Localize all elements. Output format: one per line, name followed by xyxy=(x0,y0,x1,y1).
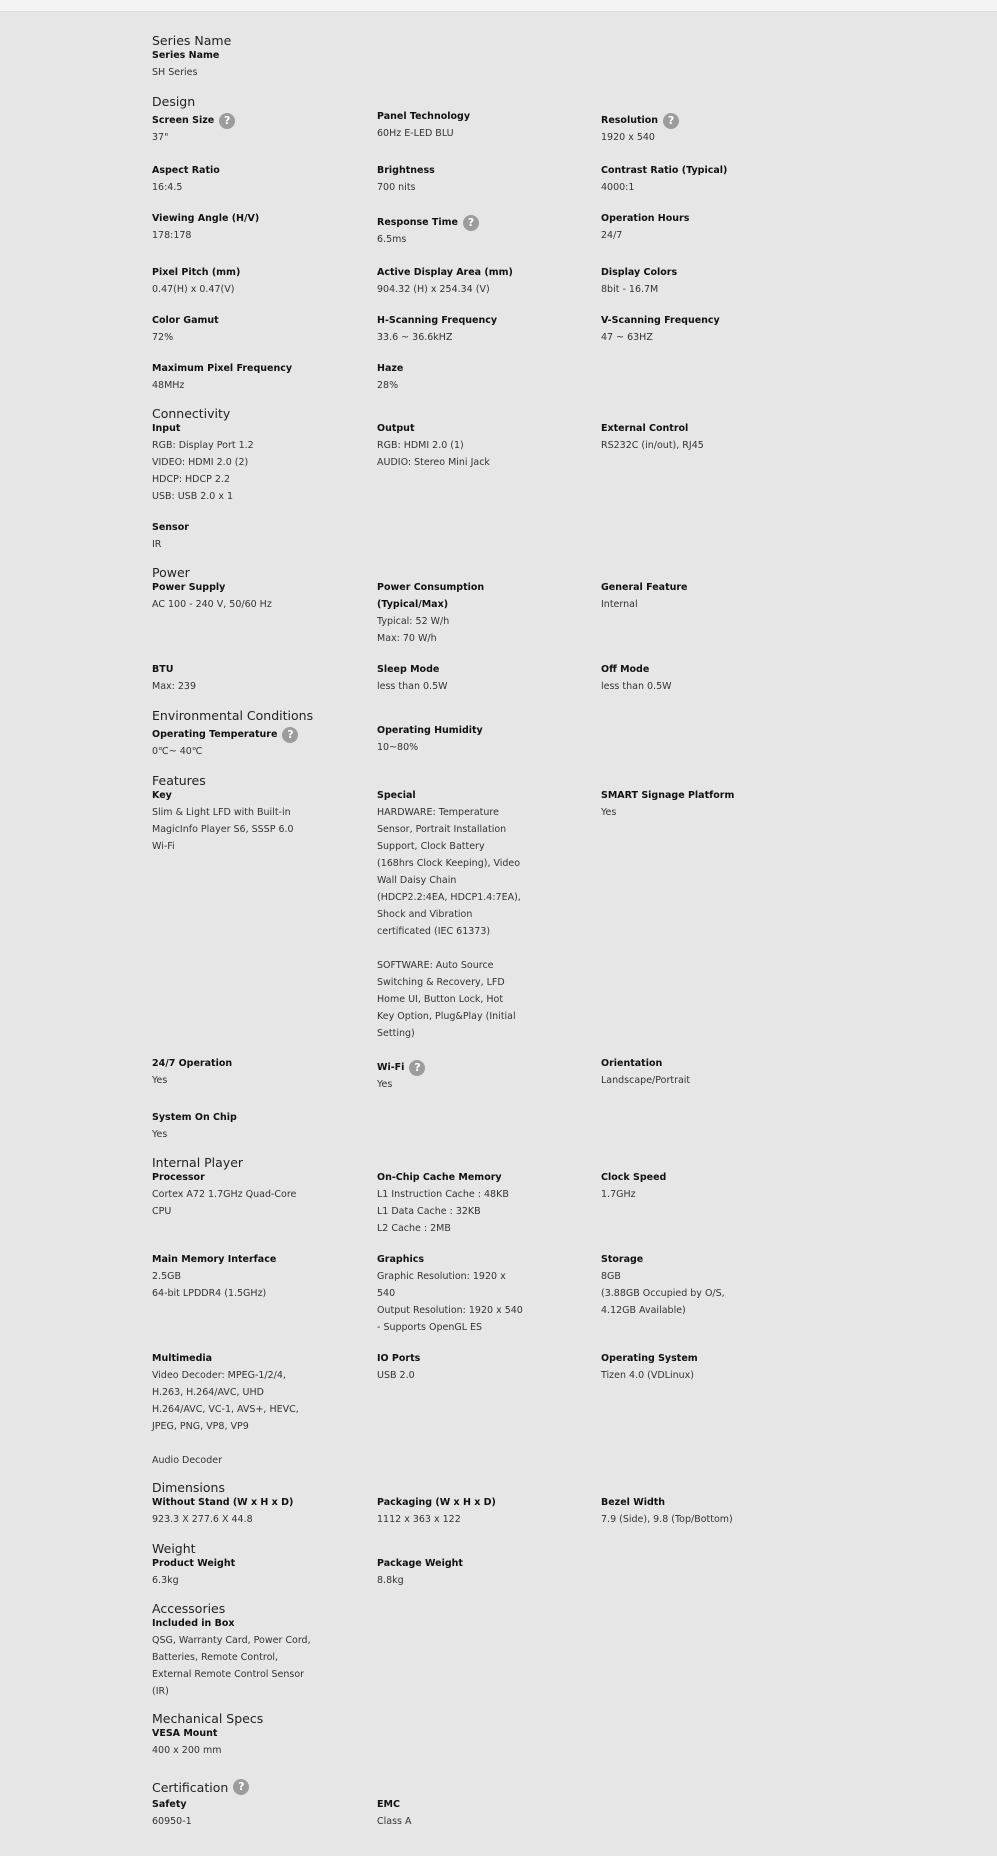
spec-main-memory xyxy=(152,1251,322,1302)
spec-label: EMC xyxy=(377,1799,400,1810)
spec-external-control xyxy=(601,420,771,454)
section-title-internal-player: Internal Player xyxy=(152,1155,244,1170)
spec-label: Contrast Ratio (Typical) xyxy=(601,165,728,176)
spec-label: Key xyxy=(152,790,172,801)
spec-value: 1.7GHz xyxy=(601,1189,636,1200)
spec-operating-temperature xyxy=(152,726,322,760)
spec-io-ports xyxy=(377,1350,547,1384)
spec-sensor xyxy=(152,519,322,553)
section-title-design: Design xyxy=(152,94,196,109)
spec-value: 6.3kg xyxy=(152,1575,179,1586)
spec-included-in-box xyxy=(152,1615,342,1700)
spec-value: 700 nits xyxy=(377,182,416,193)
spec-label: Graphics xyxy=(377,1254,424,1265)
spec-label xyxy=(601,112,771,129)
spec-h-scanning xyxy=(377,312,547,346)
spec-output xyxy=(377,420,547,471)
spec-value: 8.8kg xyxy=(377,1575,404,1586)
spec-resolution xyxy=(601,112,771,146)
spec-label: Multimedia xyxy=(152,1353,213,1364)
spec-value: Max: 239 xyxy=(152,681,196,692)
spec-label: Aspect Ratio xyxy=(152,165,220,176)
spec-v-scanning xyxy=(601,312,771,346)
spec-cache xyxy=(377,1169,547,1237)
spec-value: 923.3 X 277.6 X 44.8 xyxy=(152,1514,253,1525)
spec-label-text: Screen Size xyxy=(152,115,215,126)
spec-value: 24/7 xyxy=(601,230,623,241)
spec-value: less than 0.5W xyxy=(601,681,672,692)
spec-label: Power Supply xyxy=(152,582,226,593)
spec-label xyxy=(377,214,547,231)
spec-value: USB 2.0 xyxy=(377,1370,415,1381)
spec-value: Typical: 52 W/h Max: 70 W/h xyxy=(377,616,450,644)
spec-value: 60950-1 xyxy=(152,1816,192,1827)
top-bar xyxy=(0,0,997,12)
help-icon[interactable]: ? xyxy=(409,1060,425,1076)
spec-value: 47 ~ 63HZ xyxy=(601,332,653,343)
spec-haze xyxy=(377,360,547,394)
spec-label: On-Chip Cache Memory xyxy=(377,1172,502,1183)
spec-value: Tizen 4.0 (VDLinux) xyxy=(601,1370,694,1381)
spec-general-feature xyxy=(601,579,771,613)
spec-bezel-width xyxy=(601,1494,771,1528)
section-title-dimensions: Dimensions xyxy=(152,1480,225,1495)
spec-value: Class A xyxy=(377,1816,412,1827)
section-title-connectivity: Connectivity xyxy=(152,406,231,421)
spec-label: Input xyxy=(152,423,181,434)
spec-contrast-ratio xyxy=(601,162,771,196)
spec-vesa-mount xyxy=(152,1725,322,1759)
spec-label: Pixel Pitch (mm) xyxy=(152,267,241,278)
spec-series-name xyxy=(152,47,322,81)
spec-value: 28% xyxy=(377,380,399,391)
spec-label: Power Consumption (Typical/Max) xyxy=(377,582,485,610)
section-title-features: Features xyxy=(152,773,206,788)
spec-value: IR xyxy=(152,539,162,550)
spec-label: Packaging (W x H x D) xyxy=(377,1497,496,1508)
spec-value: 10~80% xyxy=(377,742,419,753)
spec-label: Active Display Area (mm) xyxy=(377,267,513,278)
spec-emc xyxy=(377,1796,547,1830)
spec-value: 7.9 (Side), 9.8 (Top/Bottom) xyxy=(601,1514,733,1525)
spec-multimedia xyxy=(152,1350,322,1469)
spec-label: Processor xyxy=(152,1172,205,1183)
spec-label: Orientation xyxy=(601,1058,663,1069)
spec-value: 48MHz xyxy=(152,380,185,391)
spec-label xyxy=(152,726,322,743)
spec-label: Color Gamut xyxy=(152,315,219,326)
spec-packaging xyxy=(377,1494,547,1528)
spec-value: RGB: HDMI 2.0 (1) AUDIO: Stereo Mini Jack xyxy=(377,440,490,468)
spec-safety xyxy=(152,1796,322,1830)
help-icon[interactable]: ? xyxy=(282,727,298,743)
section-title-certification xyxy=(152,1779,249,1795)
spec-display-colors xyxy=(601,264,771,298)
spec-value: 8bit - 16.7M xyxy=(601,284,659,295)
spec-key xyxy=(152,787,322,855)
spec-max-pixel-freq xyxy=(152,360,322,394)
spec-label: Viewing Angle (H/V) xyxy=(152,213,260,224)
spec-label xyxy=(377,1059,547,1076)
spec-value: Yes xyxy=(152,1129,168,1140)
spec-label: V-Scanning Frequency xyxy=(601,315,720,326)
spec-value: 0.47(H) x 0.47(V) xyxy=(152,284,235,295)
spec-label: Haze xyxy=(377,363,404,374)
help-icon[interactable]: ? xyxy=(219,113,235,129)
spec-value: Yes xyxy=(152,1075,168,1086)
spec-off-mode xyxy=(601,661,771,695)
spec-package-weight xyxy=(377,1555,547,1589)
spec-label: Product Weight xyxy=(152,1558,236,1569)
spec-label: Operation Hours xyxy=(601,213,690,224)
spec-value: 60Hz E-LED BLU xyxy=(377,128,454,139)
spec-sleep-mode xyxy=(377,661,547,695)
section-title-text: Certification xyxy=(152,1779,229,1795)
spec-label xyxy=(152,112,322,129)
spec-value: 1112 x 363 x 122 xyxy=(377,1514,461,1525)
help-icon[interactable]: ? xyxy=(233,1779,249,1795)
spec-operation-247 xyxy=(152,1055,322,1089)
spec-label: BTU xyxy=(152,664,174,675)
spec-value: 33.6 ~ 36.6kHZ xyxy=(377,332,453,343)
spec-label: Bezel Width xyxy=(601,1497,666,1508)
section-title-series: Series Name xyxy=(152,33,232,48)
spec-soc xyxy=(152,1109,322,1143)
help-icon[interactable]: ? xyxy=(663,113,679,129)
spec-aspect-ratio xyxy=(152,162,322,196)
spec-value: Yes xyxy=(601,807,617,818)
section-title-environmental: Environmental Conditions xyxy=(152,708,314,723)
spec-label: Operating System xyxy=(601,1353,698,1364)
spec-value: QSG, Warranty Card, Power Cord, Batteries, Remote Control, External Remote Control Sensor (IR) xyxy=(152,1635,311,1697)
spec-label-text: Resolution xyxy=(601,115,659,126)
spec-label: H-Scanning Frequency xyxy=(377,315,498,326)
spec-value: 4000:1 xyxy=(601,182,635,193)
spec-value: 0℃~ 40℃ xyxy=(152,746,203,757)
spec-value: Video Decoder: MPEG-1/2/4, H.263, H.264/AVC, UHD H.264/AVC, VC-1, AVS+, HEVC, JPEG, PNG, VP8, VP9 Audio Decoder xyxy=(152,1370,299,1466)
spec-value: Graphic Resolution: 1920 x 540 Output Resolution: 1920 x 540 - Supports OpenGL ES xyxy=(377,1271,523,1333)
spec-smart-signage xyxy=(601,787,771,821)
spec-value: RGB: Display Port 1.2 VIDEO: HDMI 2.0 (2) HDCP: HDCP 2.2 USB: USB 2.0 x 1 xyxy=(152,440,254,502)
spec-value: 6.5ms xyxy=(377,234,407,245)
spec-label-text: Wi-Fi xyxy=(377,1062,405,1073)
spec-label: VESA Mount xyxy=(152,1728,218,1739)
spec-label-text: Response Time xyxy=(377,217,458,228)
spec-label: Brightness xyxy=(377,165,435,176)
spec-orientation xyxy=(601,1055,771,1089)
spec-value: 16:4.5 xyxy=(152,182,183,193)
spec-os xyxy=(601,1350,771,1384)
spec-processor xyxy=(152,1169,322,1220)
spec-label: Sleep Mode xyxy=(377,664,440,675)
spec-label: System On Chip xyxy=(152,1112,237,1123)
section-title-weight: Weight xyxy=(152,1541,196,1556)
spec-operating-humidity xyxy=(377,722,547,756)
spec-product-weight xyxy=(152,1555,322,1589)
spec-value: HARDWARE: Temperature Sensor, Portrait Installation Support, Clock Battery (168hrs Clock Keeping), Video Wall Daisy Chain (HDCP2.2:4EA, HDCP1.4:7EA), Shock and Vibration certificated (IEC 61373) SOFTWARE: Auto Source Switching & Recovery, LFD Home UI, Button Lock, Hot Key Option, Plug&Play (Initial Setting) xyxy=(377,807,521,1039)
spec-value: Internal xyxy=(601,599,638,610)
spec-power-supply xyxy=(152,579,322,613)
spec-value: Yes xyxy=(377,1079,393,1090)
spec-special xyxy=(377,787,547,1042)
spec-screen-size xyxy=(152,112,322,146)
spec-viewing-angle xyxy=(152,210,322,244)
spec-value: 37" xyxy=(152,132,169,143)
spec-color-gamut xyxy=(152,312,322,346)
spec-label: IO Ports xyxy=(377,1353,421,1364)
spec-value: 2.5GB 64-bit LPDDR4 (1.5GHz) xyxy=(152,1271,267,1299)
spec-btu xyxy=(152,661,322,695)
spec-active-display-area xyxy=(377,264,547,298)
spec-label: Main Memory Interface xyxy=(152,1254,277,1265)
spec-wifi xyxy=(377,1059,547,1093)
spec-label: Off Mode xyxy=(601,664,650,675)
spec-label: Without Stand (W x H x D) xyxy=(152,1497,294,1508)
help-icon[interactable]: ? xyxy=(463,215,479,231)
spec-value: 400 x 200 mm xyxy=(152,1745,222,1756)
spec-input xyxy=(152,420,322,505)
spec-value: 72% xyxy=(152,332,174,343)
spec-label: Output xyxy=(377,423,415,434)
spec-value: Cortex A72 1.7GHz Quad-Core CPU xyxy=(152,1189,297,1217)
spec-label: Included in Box xyxy=(152,1618,235,1629)
spec-label: General Feature xyxy=(601,582,688,593)
spec-value: Slim & Light LFD with Built-in MagicInfo Player S6, SSSP 6.0 Wi-Fi xyxy=(152,807,294,852)
spec-label: Series Name xyxy=(152,50,220,61)
section-title-power: Power xyxy=(152,565,190,580)
spec-label: External Control xyxy=(601,423,689,434)
spec-power-consumption xyxy=(377,579,547,647)
spec-label-text: Operating Temperature xyxy=(152,729,278,740)
spec-value: Landscape/Portrait xyxy=(601,1075,691,1086)
spec-without-stand xyxy=(152,1494,322,1528)
spec-brightness xyxy=(377,162,547,196)
spec-value: SH Series xyxy=(152,67,198,78)
spec-label: Display Colors xyxy=(601,267,678,278)
spec-label: Panel Technology xyxy=(377,111,471,122)
spec-clock-speed xyxy=(601,1169,771,1203)
section-title-mechanical: Mechanical Specs xyxy=(152,1711,264,1726)
spec-value: RS232C (in/out), RJ45 xyxy=(601,440,704,451)
spec-label: Maximum Pixel Frequency xyxy=(152,363,293,374)
spec-value: AC 100 - 240 V, 50/60 Hz xyxy=(152,599,272,610)
spec-value: 178:178 xyxy=(152,230,192,241)
spec-value: less than 0.5W xyxy=(377,681,448,692)
spec-operation-hours xyxy=(601,210,771,244)
spec-value: 8GB (3.88GB Occupied by O/S, 4.12GB Available) xyxy=(601,1271,725,1316)
spec-label: Sensor xyxy=(152,522,189,533)
spec-pixel-pitch xyxy=(152,264,322,298)
spec-graphics xyxy=(377,1251,547,1336)
spec-value: L1 Instruction Cache : 48KB L1 Data Cache : 32KB L2 Cache : 2MB xyxy=(377,1189,509,1234)
spec-value: 1920 x 540 xyxy=(601,132,655,143)
spec-label: 24/7 Operation xyxy=(152,1058,233,1069)
section-title-accessories: Accessories xyxy=(152,1601,226,1616)
spec-storage xyxy=(601,1251,771,1319)
spec-label: Clock Speed xyxy=(601,1172,667,1183)
spec-label: Package Weight xyxy=(377,1558,463,1569)
spec-label: SMART Signage Platform xyxy=(601,790,735,801)
spec-response-time xyxy=(377,214,547,248)
spec-label: Storage xyxy=(601,1254,644,1265)
spec-label: Special xyxy=(377,790,416,801)
spec-label: Operating Humidity xyxy=(377,725,483,736)
spec-panel-technology xyxy=(377,108,547,142)
spec-value: 904.32 (H) x 254.34 (V) xyxy=(377,284,490,295)
spec-label: Safety xyxy=(152,1799,187,1810)
